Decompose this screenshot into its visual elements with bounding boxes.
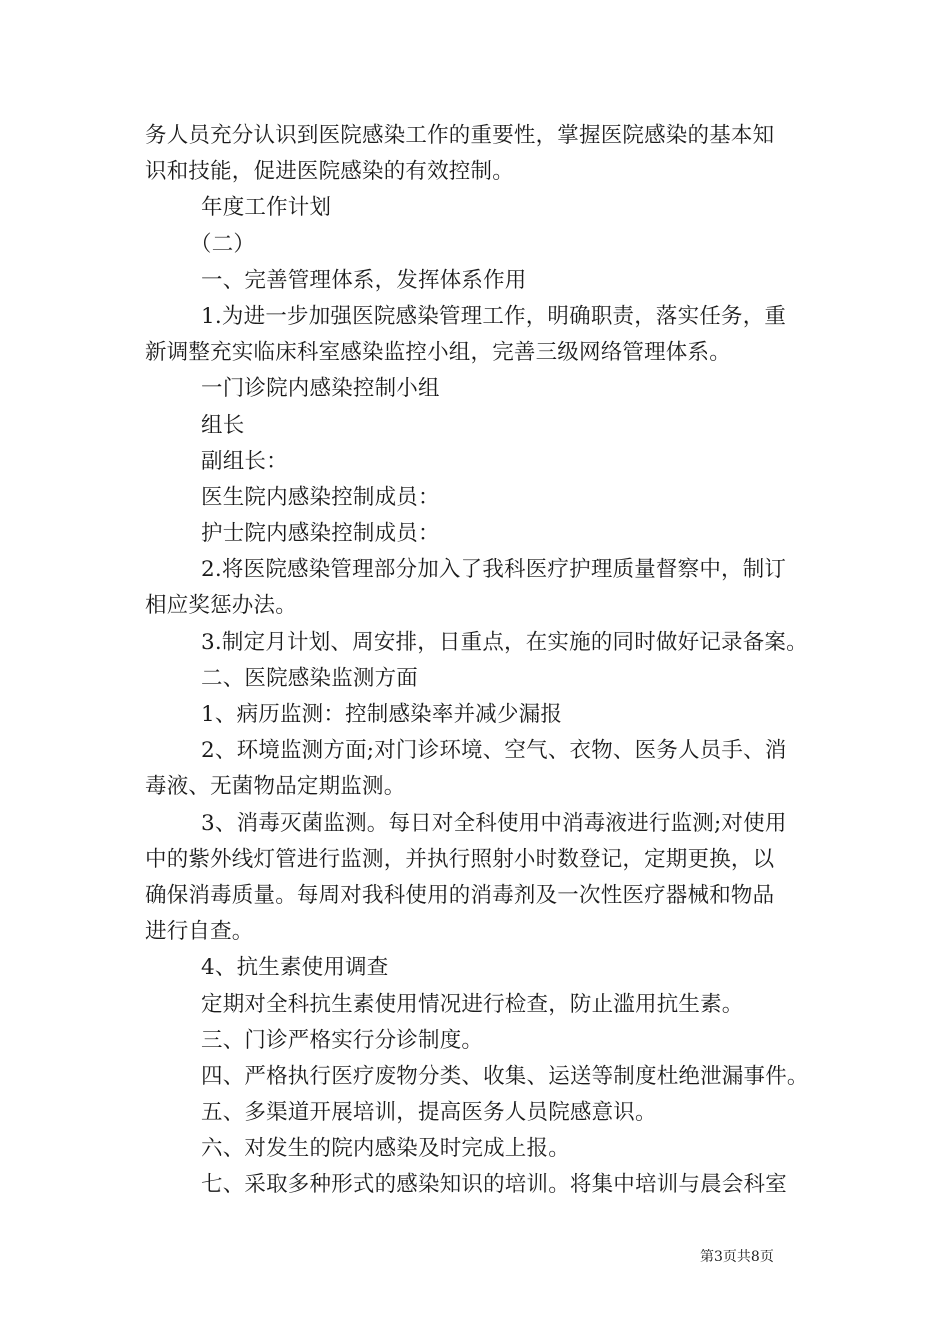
text-line: 护士院内感染控制成员： — [201, 521, 440, 547]
text-line: 2.将医院感染管理部分加入了我科医疗护理质量督察中，制订 — [201, 557, 787, 583]
section-heading: 年度工作计划 — [201, 195, 332, 221]
text-line: 2、环境监测方面;对门诊环境、空气、衣物、医务人员手、消 — [201, 738, 787, 764]
page-number: 第3页共8页 — [700, 1249, 774, 1265]
text-line: 务人员充分认识到医院感染工作的重要性，掌握医院感染的基本知 — [145, 123, 775, 148]
text-line: 副组长： — [201, 448, 288, 474]
section-number: （二） — [190, 231, 256, 257]
section-heading: 三、门诊严格实行分诊制度。 — [201, 1027, 484, 1053]
text-line: 医生院内感染控制成员： — [201, 484, 440, 510]
text-line: 3、消毒灭菌监测。每日对全科使用中消毒液进行监测;对使用 — [201, 810, 787, 836]
text-line: 3.制定月计划、周安排，日重点，在实施的同时做好记录备案。 — [201, 629, 808, 655]
text-line: 4、抗生素使用调查 — [201, 955, 389, 981]
text-line: 1.为进一步加强医院感染管理工作，明确职责，落实任务，重 — [201, 303, 787, 329]
text-line: 确保消毒质量。每周对我科使用的消毒剂及一次性医疗器械和物品 — [145, 882, 775, 908]
section-heading: 二、医院感染监测方面 — [201, 665, 419, 691]
text-line: 新调整充实临床科室感染监控小组，完善三级网络管理体系。 — [145, 340, 731, 366]
section-heading: 一、完善管理体系，发挥体系作用 — [201, 267, 527, 293]
section-heading: 四、严格执行医疗废物分类、收集、运送等制度杜绝泄漏事件。 — [201, 1063, 809, 1089]
text-line: 中的紫外线灯管进行监测，并执行照射小时数登记，定期更换，以 — [145, 846, 775, 872]
text-line: 一门诊院内感染控制小组 — [201, 376, 440, 402]
document-body — [145, 118, 817, 1204]
text-line: 1、病历监测：控制感染率并减少漏报 — [201, 702, 563, 727]
section-heading: 七、采取多种形式的感染知识的培训。将集中培训与晨会科室 — [201, 1172, 787, 1198]
text-line: 毒液、无菌物品定期监测。 — [145, 774, 406, 800]
text-line: 进行自查。 — [145, 919, 254, 945]
section-heading: 五、多渠道开展培训，提高医务人员院感意识。 — [201, 1100, 657, 1126]
section-heading: 六、对发生的院内感染及时完成上报。 — [201, 1136, 570, 1162]
text-line: 组长 — [201, 412, 245, 438]
text-line: 定期对全科抗生素使用情况进行检查，防止滥用抗生素。 — [201, 991, 744, 1017]
text-line: 相应奖惩办法。 — [145, 593, 297, 619]
text-line: 识和技能，促进医院感染的有效控制。 — [145, 159, 514, 185]
